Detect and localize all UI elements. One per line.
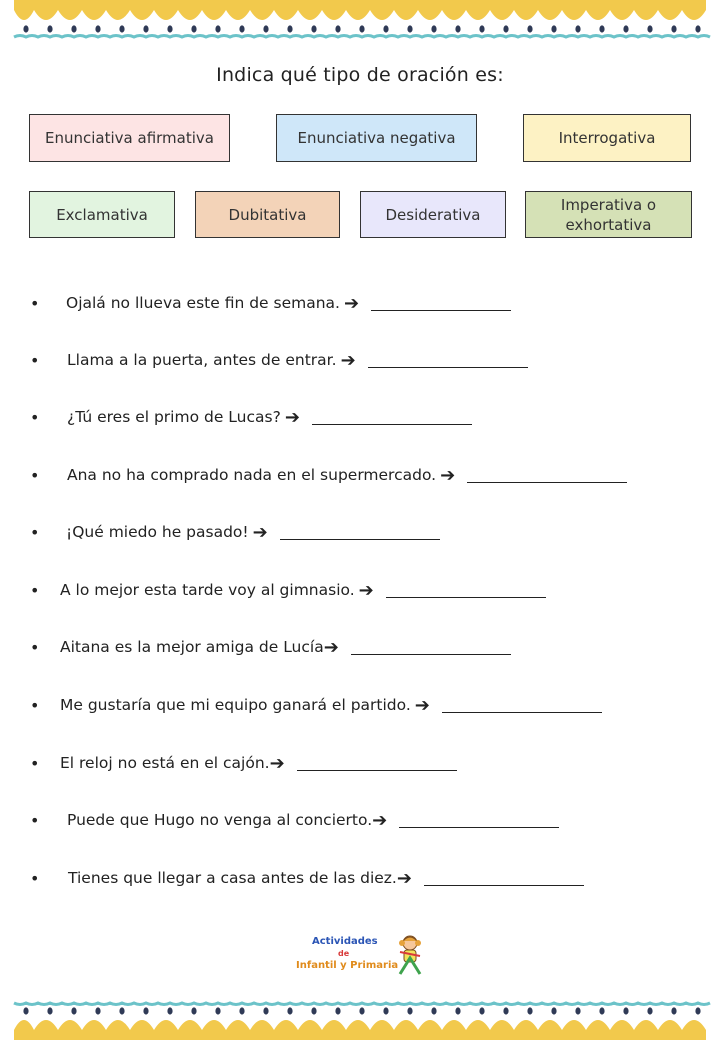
sentence-text: El reloj no está en el cajón.: [60, 754, 270, 772]
answer-blank[interactable]: [297, 756, 457, 771]
logo-text-de: de: [338, 949, 350, 958]
sentence-text: ¿Tú eres el primo de Lucas?: [67, 408, 281, 426]
bullet: •: [30, 350, 40, 370]
answer-blank[interactable]: [386, 583, 546, 598]
sentence-text: ¡Qué miedo he pasado!: [66, 523, 249, 541]
top-decorative-border: [0, 0, 720, 48]
answer-blank[interactable]: [442, 698, 602, 713]
category-enunciativa-negativa: [276, 114, 477, 162]
sentence-item: [30, 461, 627, 489]
category-label: Exclamativa: [56, 205, 148, 224]
arrow-right-icon: ➔: [414, 694, 430, 716]
bullet: •: [30, 637, 40, 657]
arrow-right-icon: ➔: [372, 809, 388, 831]
answer-blank[interactable]: [371, 296, 511, 311]
bottom-decorative-border: [0, 992, 720, 1040]
logo-text-actividades: Actividades: [312, 936, 378, 947]
category-label: Enunciativa afirmativa: [45, 129, 214, 147]
answer-blank[interactable]: [351, 640, 511, 655]
page-title: Indica qué tipo de oración es:: [216, 64, 504, 86]
sentence-item: [30, 403, 472, 431]
sentence-item: [30, 289, 511, 317]
category-exclamativa: [29, 191, 175, 238]
sentence-text: Aitana es la mejor amiga de Lucía: [60, 638, 324, 656]
bullet: •: [30, 465, 40, 485]
sentence-item: [30, 633, 511, 661]
sentence-item: [30, 576, 546, 604]
sentence-text: Me gustaría que mi equipo ganará el partido.: [60, 696, 411, 714]
arrow-right-icon: ➔: [358, 579, 374, 601]
category-desiderativa: [360, 191, 506, 238]
category-label: Dubitativa: [228, 205, 307, 224]
sentence-item: [30, 806, 559, 834]
sentence-item: [30, 749, 457, 777]
answer-blank[interactable]: [280, 525, 440, 540]
sentence-text: Ojalá no llueva este fin de semana.: [66, 294, 340, 312]
category-label: Interrogativa: [558, 129, 656, 147]
category-label: Enunciativa negativa: [297, 129, 456, 147]
sentence-item: [30, 346, 528, 374]
sentence-text: Puede que Hugo no venga al concierto.: [67, 811, 373, 829]
arrow-right-icon: ➔: [343, 292, 360, 314]
sentence-text: Tienes que llegar a casa antes de las diez.: [68, 869, 397, 887]
arrow-right-icon: ➔: [323, 636, 339, 658]
arrow-right-icon: ➔: [284, 406, 300, 428]
arrow-right-icon: ➔: [340, 349, 356, 371]
bullet: •: [30, 810, 40, 830]
arrow-right-icon: ➔: [440, 464, 456, 486]
bullet: •: [30, 695, 40, 715]
logo-text-infantil-primaria: Infantil y Primaria: [296, 960, 399, 971]
arrow-right-icon: ➔: [396, 867, 412, 889]
answer-blank[interactable]: [368, 353, 528, 368]
answer-blank[interactable]: [467, 468, 627, 483]
bullet: •: [30, 522, 40, 542]
category-interrogativa: [523, 114, 691, 162]
bullet: •: [30, 753, 40, 773]
category-enunciativa-afirmativa: [29, 114, 230, 162]
arrow-right-icon: ➔: [252, 521, 268, 543]
sentence-text: Llama a la puerta, antes de entrar.: [67, 351, 337, 369]
answer-blank[interactable]: [312, 410, 472, 425]
category-label: Imperativa o exhortativa: [560, 195, 657, 234]
sentence-text: Ana no ha comprado nada en el supermercado.: [67, 466, 437, 484]
answer-blank[interactable]: [399, 813, 559, 828]
bullet: •: [30, 580, 40, 600]
bullet: •: [30, 868, 40, 888]
sentence-item: [30, 864, 584, 892]
sentence-item: [30, 518, 440, 546]
bullet: •: [30, 293, 40, 313]
category-label: Desiderativa: [385, 205, 481, 224]
bullet: •: [30, 407, 40, 427]
category-dubitativa: [195, 191, 340, 238]
sentence-item: [30, 691, 602, 719]
arrow-right-icon: ➔: [269, 752, 285, 774]
site-logo: [296, 934, 426, 976]
category-imperativa-exhortativa: [525, 191, 692, 238]
answer-blank[interactable]: [424, 871, 584, 886]
sentence-text: A lo mejor esta tarde voy al gimnasio.: [60, 581, 355, 599]
child-mascot-icon: [396, 934, 424, 976]
